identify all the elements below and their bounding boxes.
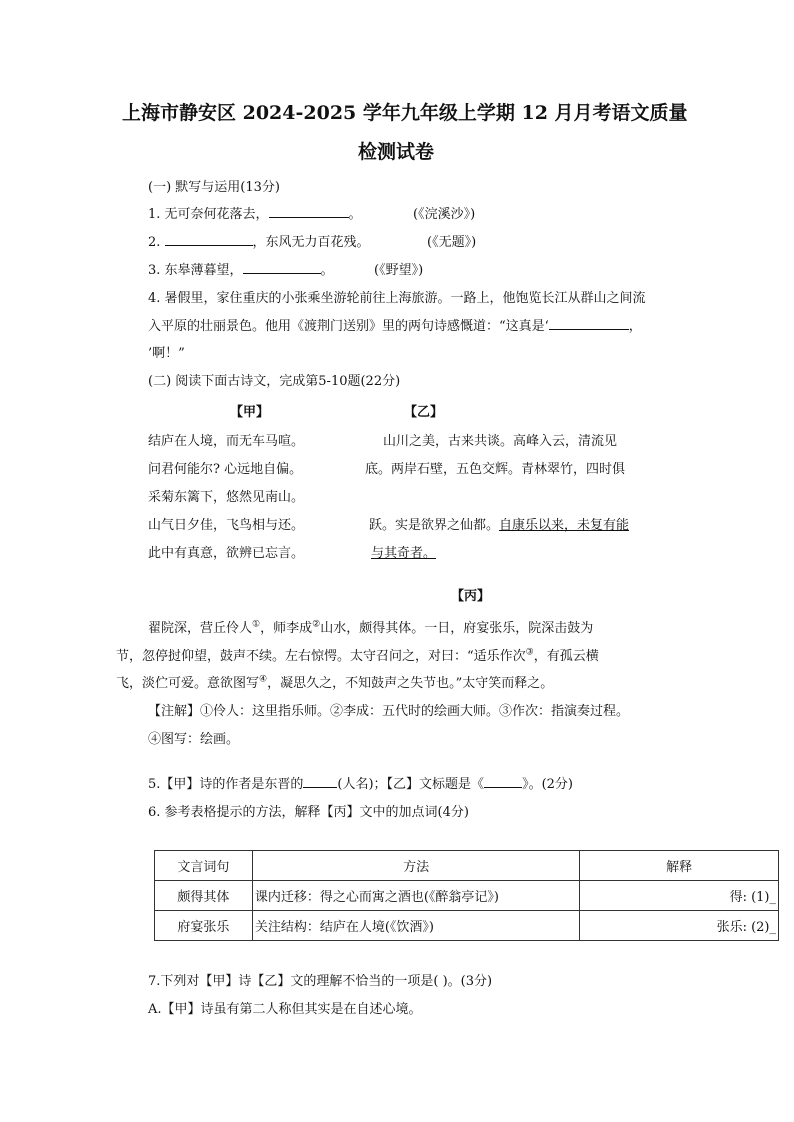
q5-part-c: 》。(2分): [522, 777, 573, 792]
bing-l1b: ，师李成: [260, 621, 313, 636]
q2-text: ，东风无力百花残。: [252, 235, 370, 250]
q2-prefix: 2.: [148, 235, 165, 250]
q5-part-b: (人名)；【乙】文标题是《: [337, 777, 485, 792]
jia-line-5: 此中有真意，欲辨已忘言。: [148, 546, 305, 561]
note-ref-1: ①: [252, 619, 261, 630]
q5-blank-author[interactable]: [303, 775, 337, 788]
yi-line-1: 山川之美，古来共谈。高峰入云，清流见: [383, 434, 618, 449]
table-cell: 关注结构：结庐在人境(《饮酒》): [252, 911, 579, 941]
q7-option-a[interactable]: A.【甲】诗虽有第二人称但其实是在自述心境。: [148, 1002, 422, 1017]
section1-heading: (一) 默写与运用(13分): [148, 180, 280, 195]
note-ref-4: ④: [259, 674, 268, 685]
table-cell: 课内迁移：得之心而寓之酒也(《醉翁亭记》): [252, 881, 579, 911]
bing-l2b: ，有孤云横: [533, 649, 599, 664]
q2-blank[interactable]: [165, 233, 253, 246]
notes-line-1: 【注解】①伶人：这里指乐师。②李成：五代时的绘画大师。③作次：指演奏过程。: [148, 704, 630, 719]
question-1: [148, 203, 362, 222]
bing-l1a: 翟院深，营丘伶人: [148, 621, 253, 636]
bing-line-1: [148, 617, 593, 636]
question-2: [148, 231, 370, 250]
table-header: 方法: [252, 851, 579, 881]
table-cell: 颇得其体: [155, 881, 253, 911]
q4-blank[interactable]: [549, 317, 629, 330]
jia-line-1: 结庐在人境，而无车马喧。: [148, 434, 305, 449]
table-row: [155, 881, 779, 911]
question-5: [148, 773, 573, 792]
q4-line2-end: ，: [628, 319, 642, 334]
notes-line-2: ④图写：绘画。: [148, 732, 240, 747]
q3-text: 3. 东皋薄暮望，: [148, 263, 243, 278]
bing-l2: 节，忽停挝仰望，鼓声不续。左右惊愕。太守召问之，对曰：“适乐作次: [116, 649, 526, 664]
table-header: 解释: [580, 851, 779, 881]
q6-table: [154, 850, 779, 941]
yi-line-4: 与其奇者。: [371, 546, 437, 561]
q1-blank[interactable]: [269, 205, 349, 218]
bing-l3a: 飞，淡伫可爱。意欲图写: [116, 676, 260, 691]
q5-part-a: 5.【甲】诗的作者是东晋的: [148, 777, 304, 792]
bing-line-3: [116, 672, 553, 691]
yi-line-3-text: 跃。实是欲界之仙都。: [369, 518, 500, 533]
q4-line2: [148, 315, 642, 334]
q5-blank-title[interactable]: [484, 775, 522, 788]
yi-underlined-sentence: 自康乐以来，未复有能: [499, 518, 630, 533]
q4-line3: ’啊！”: [148, 346, 185, 361]
jia-line-2: 问君何能尔? 心远地自偏。: [148, 462, 303, 477]
yi-line-2: 底。两岸石壁，五色交辉。青林翠竹，四时俱: [365, 462, 626, 477]
q3-blank[interactable]: [243, 261, 321, 274]
bing-line-2: [116, 645, 599, 664]
q3-end: 。: [320, 263, 334, 278]
q1-end: 。: [348, 207, 362, 222]
page-title-line2: 检测试卷: [358, 141, 435, 163]
q1-source: (《浣溪沙》): [413, 207, 476, 222]
table-cell-answer[interactable]: 得: (1)_: [580, 881, 779, 911]
yi-line-3: [369, 514, 629, 533]
table-cell: 府宴张乐: [155, 911, 253, 941]
table-cell-answer[interactable]: 张乐: (2)_: [580, 911, 779, 941]
page-title-line1: 上海市静安区 2024-2025 学年九年级上学期 12 月月考语文质量: [122, 102, 688, 124]
question-6: 6. 参考表格提示的方法，解释【丙】文中的加点词(4分): [148, 805, 469, 820]
jia-line-4: 山气日夕佳，飞鸟相与还。: [148, 518, 305, 533]
yi-label: 【乙】: [404, 405, 444, 420]
section2-heading: (二) 阅读下面古诗文，完成第5-10题(22分): [148, 374, 401, 389]
table-header: 文言词句: [155, 851, 253, 881]
bing-label: 【丙】: [451, 589, 491, 604]
note-ref-2: ②: [312, 619, 321, 630]
q4-line1: 4. 暑假里，家住重庆的小张乘坐游轮前往上海旅游。一路上，他饱览长江从群山之间流: [148, 291, 646, 306]
q3-source: (《野望》): [374, 263, 424, 278]
bing-l1c: 山水，颇得其体。一日，府宴张乐，院深击鼓为: [320, 621, 594, 636]
q1-text: 1. 无可奈何花落去，: [148, 207, 269, 222]
table-row: [155, 911, 779, 941]
jia-label: 【甲】: [230, 405, 270, 420]
q4-line2-text: 入平原的壮丽景色。他用《渡荆门送别》里的两句诗感慨道：“这真是‘: [148, 319, 549, 334]
table-header-row: [155, 851, 779, 881]
q2-source: (《无题》): [427, 235, 477, 250]
note-ref-3: ③: [525, 647, 534, 658]
question-7: 7.下列对【甲】诗【乙】文的理解不恰当的一项是( )。(3分): [148, 974, 493, 989]
bing-l3b: ，凝思久之，不知鼓声之失节也。”太守笑而释之。: [267, 676, 554, 691]
question-3: [148, 259, 334, 278]
jia-line-3: 采菊东篱下，悠然见南山。: [148, 490, 305, 505]
